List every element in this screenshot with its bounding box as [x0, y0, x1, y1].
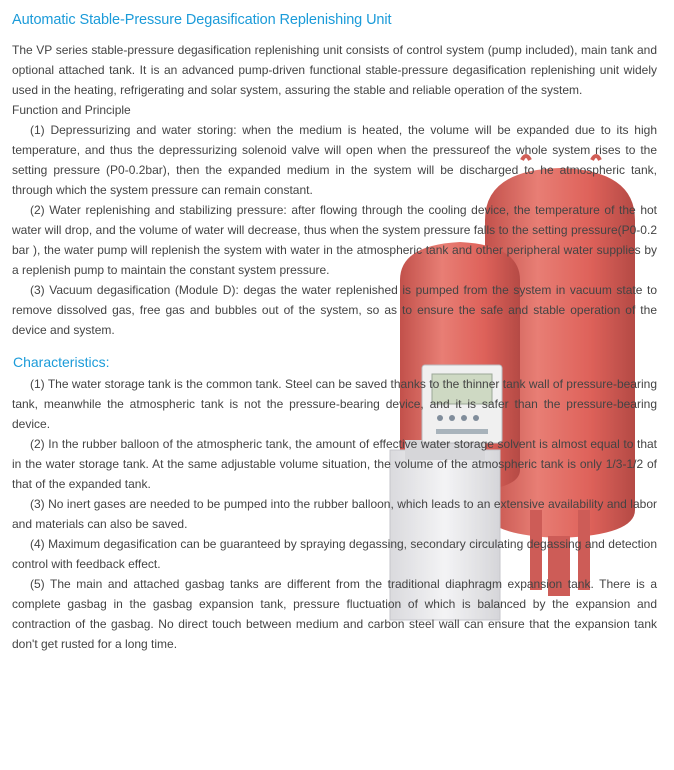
characteristic-2: (2) In the rubber balloon of the atmospheric tank, the amount of effective water storage solvent is almost equal to that in the water storage tank. At the same adjustable volume situation, the volume of the atmospheric tank is only 1/3-1/2 of that of the expanded tank. — [12, 437, 657, 491]
characteristic-1: (1) The water storage tank is the common tank. Steel can be saved thanks to the thinner tank wall of pressure-bearing tank, meanwhile the atmospheric tank is not the pressure-bearing device, and it is safer than the pressure-bearing device. — [12, 377, 657, 431]
principle-1: (1) Depressurizing and water storing: when the medium is heated, the volume will be expanded due to its high temperature, and thus the depressurizing solenoid valve will open when the pressureof the whole system rises to the setting pressure (P0-0.2bar), then the expanded medium in the system will be discharged to he atmospheric tank, through which the system pressure can remain constant. — [12, 123, 657, 197]
principle-3: (3) Vacuum degasification (Module D): degas the water replenished is pumped from the system in vacuum state to remove dissolved gas, free gas and bubbles out of the system, so as to ensure the safe and stable operation of the device and system. — [12, 283, 657, 337]
characteristic-4: (4) Maximum degasification can be guaranteed by spraying degassing, secondary circulating degassing and detection control with feedback effect. — [12, 537, 657, 571]
principle-2: (2) Water replenishing and stabilizing pressure: after flowing through the cooling device, the temperature of the hot water will drop, and the volume of water will decrease, thus when the system pressure falls to the setting pressure(P0-0.2 bar ), the water pump will replenish the system with water in the atmospheric tank and other peripheral water supplies by a replenish pump to maintain the constant system pressure. — [12, 203, 657, 277]
characteristic-3: (3) No inert gases are needed to be pumped into the rubber balloon, which leads to an extensive availability and labor and materials can also be saved. — [12, 497, 657, 531]
page-title: Automatic Stable-Pressure Degasification Replenishing Unit — [12, 12, 392, 28]
characteristic-5: (5) The main and attached gasbag tanks are different from the traditional diaphragm expansion tank. There is a complete gasbag in the gasbag expansion tank, pressure fluctuation of which is balanced by the expansion and contraction of the gasbag. No direct touch between medium and carbon steel wall can ensure that the expansion tank don't get rusted for a long time. — [12, 577, 657, 651]
intro-paragraph: The VP series stable-pressure degasification replenishing unit consists of control system (pump included), main tank and optional attached tank. It is an advanced pump-driven functional stable-pressure degasification replenishing unit widely used in the heating, refrigerating and solar system, assuring the stable and reliable operation of the system. — [12, 43, 657, 97]
function-heading: Function and Principle — [12, 103, 131, 117]
article — [12, 0, 657, 654]
characteristics-heading: Characteristics: — [13, 354, 110, 370]
